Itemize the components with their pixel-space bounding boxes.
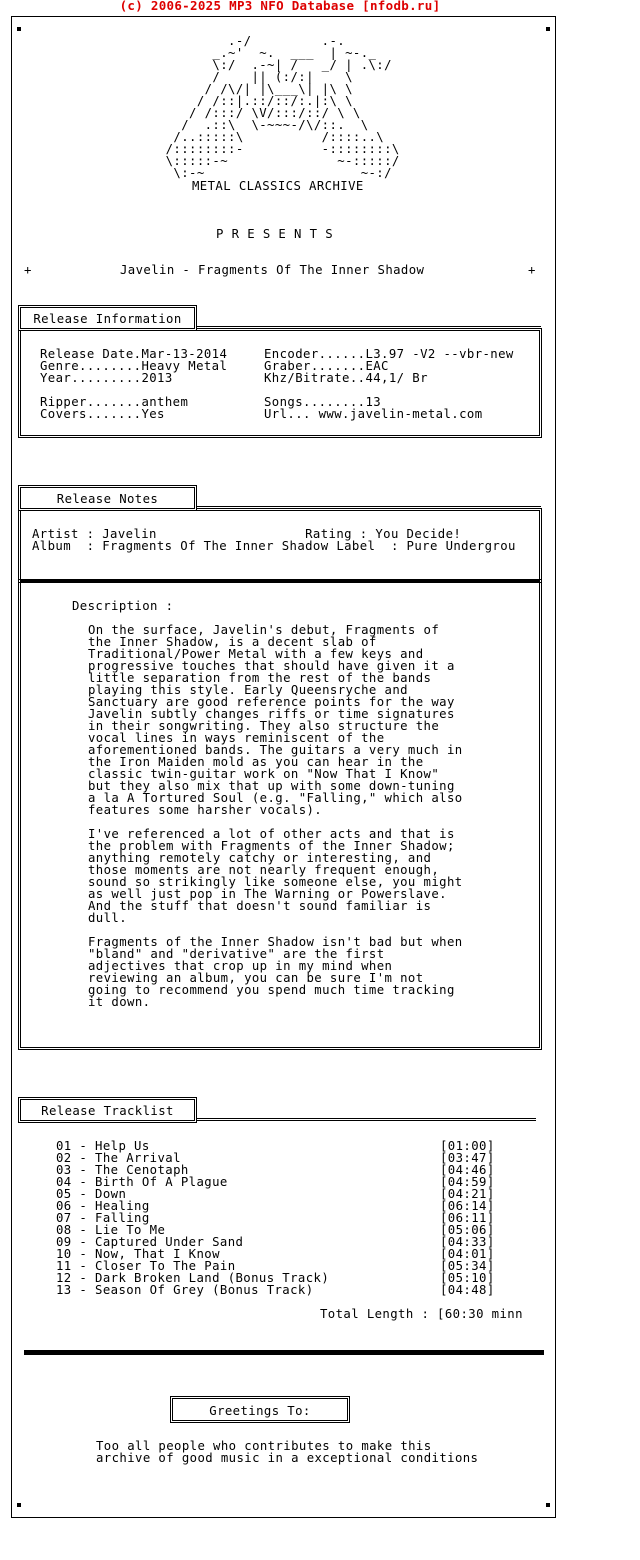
logo-ascii-art bbox=[150, 35, 400, 179]
track-title: Healing bbox=[95, 1199, 150, 1213]
track-number: 07 bbox=[56, 1211, 72, 1225]
track-number: 10 bbox=[56, 1247, 72, 1261]
track-duration: [04:59] bbox=[440, 1175, 495, 1189]
track-title: Dark Broken Land (Bonus Track) bbox=[95, 1271, 330, 1285]
release-info-field: Encoder......L3.97 -V2 --vbr-new bbox=[264, 347, 514, 361]
track-separator: - bbox=[71, 1187, 96, 1201]
track-number: 09 bbox=[56, 1235, 72, 1249]
corner-dot bbox=[546, 27, 550, 31]
track-number: 01 bbox=[56, 1139, 72, 1153]
track-number: 12 bbox=[56, 1271, 72, 1285]
corner-dot bbox=[546, 1503, 550, 1507]
track-duration: [04:33] bbox=[440, 1235, 495, 1249]
track-separator: - bbox=[71, 1235, 96, 1249]
track-title: Help Us bbox=[95, 1139, 150, 1153]
track-duration: [04:01] bbox=[440, 1247, 495, 1261]
track-number: 05 bbox=[56, 1187, 72, 1201]
track-separator: - bbox=[71, 1175, 96, 1189]
track-separator: - bbox=[71, 1271, 96, 1285]
release-title: Javelin - Fragments Of The Inner Shadow bbox=[120, 263, 425, 277]
release-info-field: Release Date.Mar-13-2014 bbox=[40, 347, 228, 361]
total-length: Total Length : [60:30 minn bbox=[320, 1307, 523, 1321]
section-rule bbox=[196, 1118, 536, 1121]
track-separator: - bbox=[71, 1223, 96, 1237]
release-info-tab: Release Information bbox=[18, 305, 197, 331]
release-info-field: Songs........13 bbox=[264, 395, 382, 409]
logo-art-line: _.~' ~. ___ | ~-._ bbox=[150, 46, 377, 60]
release-info-field: Year.........2013 bbox=[40, 371, 173, 385]
description-label: Description : bbox=[72, 599, 174, 613]
track-number: 04 bbox=[56, 1175, 72, 1189]
track-separator: - bbox=[71, 1283, 96, 1297]
description-paragraph: I've referenced a lot of other acts and that is the problem with Fragments of the Inner Shadow; anything remotely catchy or interesting, and those moments are not nearly frequent enough, sound so strikingly like someone else, you might as well just pop in The Warning or Powerslave. And the stuff that doesn't sound familiar is dull. bbox=[88, 827, 463, 925]
greetings-line: archive of good music in a exceptional conditions bbox=[96, 1451, 479, 1465]
track-duration: [04:21] bbox=[440, 1187, 495, 1201]
logo-art-line: /::::::::- -::::::::\ bbox=[150, 142, 400, 156]
track-title: Down bbox=[95, 1187, 127, 1201]
description-paragraph: Fragments of the Inner Shadow isn't bad but when "bland" and "derivative" are the first adjectives that crop up in my mind when reviewing an album, you can be sure I'm not going to recommend you spend much time tracking it down. bbox=[88, 935, 463, 1009]
track-number: 02 bbox=[56, 1151, 72, 1165]
plus-mark: + bbox=[528, 263, 536, 277]
track-number: 06 bbox=[56, 1199, 72, 1213]
corner-dot bbox=[17, 27, 21, 31]
release-tracklist-tab: Release Tracklist bbox=[18, 1097, 197, 1123]
track-duration: [04:46] bbox=[440, 1163, 495, 1177]
track-separator: - bbox=[71, 1163, 96, 1177]
logo-art-line: /..:::::\ /::::..\ bbox=[150, 130, 385, 144]
track-duration: [03:47] bbox=[440, 1151, 495, 1165]
track-number: 13 bbox=[56, 1283, 72, 1297]
release-info-field: Khz/Bitrate..44,1/ Br bbox=[264, 371, 428, 385]
logo-art-line: / /\/| |\___\| |\ \ bbox=[150, 82, 353, 96]
track-number: 03 bbox=[56, 1163, 72, 1177]
track-separator: - bbox=[71, 1151, 96, 1165]
track-duration: [05:10] bbox=[440, 1271, 495, 1285]
site-header[interactable]: (c) 2006-2025 MP3 NFO Database [nfodb.ru] bbox=[119, 0, 441, 13]
track-separator: - bbox=[71, 1199, 96, 1213]
logo-art-line: / /::|.::/::/:.|:\ \ bbox=[150, 94, 353, 108]
release-info-field: Ripper.......anthem bbox=[40, 395, 189, 409]
logo-art-line: \:-~ ~-:/ bbox=[150, 166, 392, 180]
logo-art-line: \:::::-~ ~-:::::/ bbox=[150, 154, 400, 168]
greetings-line: Too all people who contributes to make this bbox=[96, 1439, 432, 1453]
track-duration: [06:14] bbox=[440, 1199, 495, 1213]
track-title: Season Of Grey (Bonus Track) bbox=[95, 1283, 314, 1297]
logo-art-line: \:/ .-~| / _/ | .\:/ bbox=[150, 58, 392, 72]
track-row bbox=[56, 1284, 516, 1296]
divider-bar bbox=[24, 1350, 544, 1355]
track-separator: - bbox=[71, 1259, 96, 1273]
track-number: 11 bbox=[56, 1259, 72, 1273]
logo-caption: METAL CLASSICS ARCHIVE bbox=[192, 179, 364, 193]
track-duration: [05:34] bbox=[440, 1259, 495, 1273]
track-title: Birth Of A Plague bbox=[95, 1175, 228, 1189]
release-info-field: Url... www.javelin-metal.com bbox=[264, 407, 483, 421]
track-title: Now, That I Know bbox=[95, 1247, 220, 1261]
artist-rating-line: Artist : Javelin Rating : You Decide! bbox=[32, 527, 462, 541]
track-separator: - bbox=[71, 1247, 96, 1261]
album-label-line: Album : Fragments Of The Inner Shadow Label : Pure Undergrou bbox=[32, 539, 516, 553]
presents-heading: P R E S E N T S bbox=[216, 227, 334, 241]
track-title: Captured Under Sand bbox=[95, 1235, 244, 1249]
track-title: Falling bbox=[95, 1211, 150, 1225]
logo-art-line: / /:::/ \V/:::/::/ \ \ bbox=[150, 106, 361, 120]
release-info-field: Graber.......EAC bbox=[264, 359, 389, 373]
track-number: 08 bbox=[56, 1223, 72, 1237]
track-separator: - bbox=[71, 1139, 96, 1153]
track-title: Lie To Me bbox=[95, 1223, 166, 1237]
greetings-tab: Greetings To: bbox=[170, 1396, 350, 1423]
release-notes-tab: Release Notes bbox=[18, 485, 197, 511]
track-title: Closer To The Pain bbox=[95, 1259, 236, 1273]
logo-art-line: / .::\ \-~~~-/\/::. \ bbox=[150, 118, 369, 132]
track-title: The Cenotaph bbox=[95, 1163, 189, 1177]
logo-art-line: / || (:/:| \ bbox=[150, 70, 353, 84]
track-separator: - bbox=[71, 1211, 96, 1225]
plus-mark: + bbox=[24, 263, 32, 277]
track-list bbox=[56, 1140, 516, 1300]
description-paragraph: On the surface, Javelin's debut, Fragments of the Inner Shadow, is a decent slab of Traditional/Power Metal with a few keys and progressive touches that should have given it a little separation from the rest of the bands playing this style. Early Queensryche and Sanctuary are good reference points for the way Javelin subtly changes riffs or time signatures in their songwriting. They also structure the vocal lines in ways reminiscent of the aforementioned bands. The guitars a very much in the Iron Maiden mold as you can hear in the classic twin-guitar work on "Now That I Know" but they also mix that up with some down-tuning a la A Tortured Soul (e.g. "Falling," which also features some harsher vocals). bbox=[88, 623, 463, 817]
corner-dot bbox=[17, 1503, 21, 1507]
track-duration: [05:06] bbox=[440, 1223, 495, 1237]
release-info-right bbox=[264, 348, 514, 420]
track-duration: [06:11] bbox=[440, 1211, 495, 1225]
release-info-field: Covers.......Yes bbox=[40, 407, 165, 421]
release-info-field: Genre........Heavy Metal bbox=[40, 359, 228, 373]
track-duration: [04:48] bbox=[440, 1283, 495, 1297]
logo-art-line: .-/ .-. bbox=[150, 34, 346, 48]
track-duration: [01:00] bbox=[440, 1139, 495, 1153]
track-title: The Arrival bbox=[95, 1151, 181, 1165]
release-info-left bbox=[40, 348, 227, 420]
